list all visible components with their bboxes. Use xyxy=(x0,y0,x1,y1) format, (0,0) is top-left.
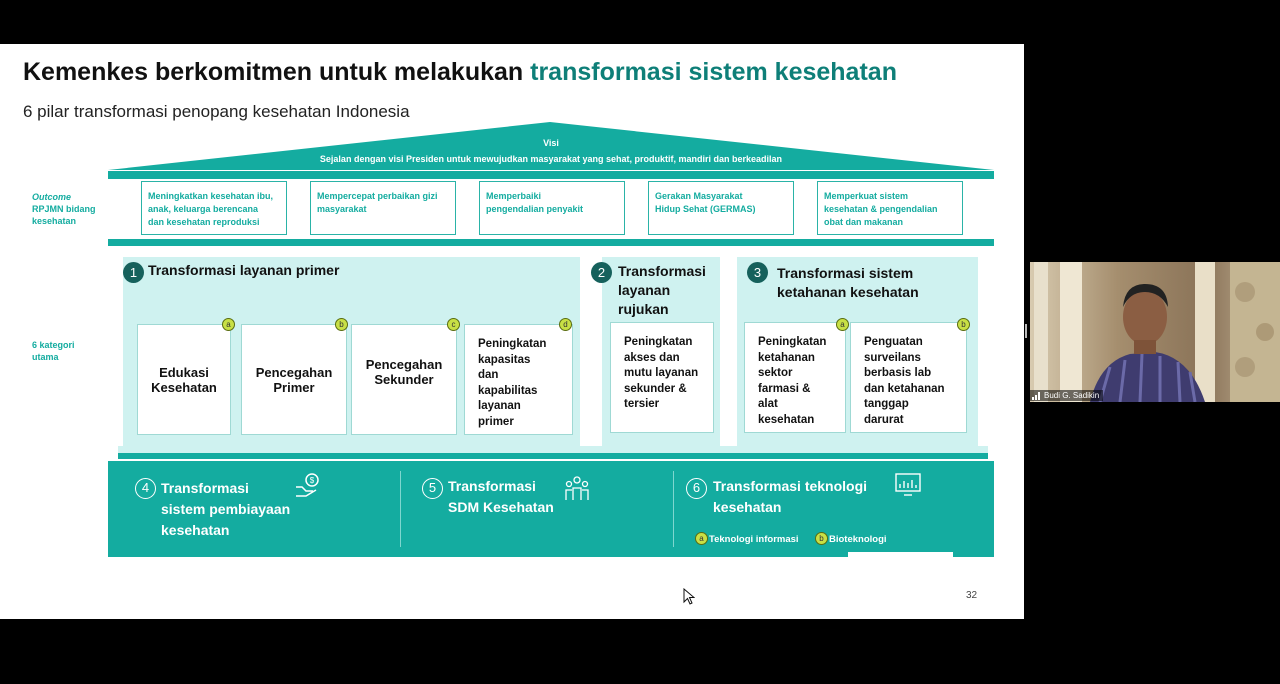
pillar-4-title-line: kesehatan xyxy=(161,522,230,538)
outcome-text: obat dan makanan xyxy=(824,217,904,227)
badge-b: b xyxy=(957,318,970,331)
badge-c: c xyxy=(447,318,460,331)
card-text: Kesehatan xyxy=(151,379,217,395)
card-text: sekunder & xyxy=(624,382,687,395)
outcome-box-5 xyxy=(817,181,963,235)
badge-b: b xyxy=(335,318,348,331)
pillar-1-card-c xyxy=(351,324,457,435)
card-text: mutu layanan xyxy=(624,367,699,379)
card-text: tersier xyxy=(624,398,660,410)
badge-a: a xyxy=(695,532,708,545)
pillar-6-title-line: Transformasi teknologi xyxy=(713,478,868,494)
outcome-box-2 xyxy=(310,181,456,235)
sub-item-bioteknologi: Bioteknologi xyxy=(829,534,887,545)
badge-d: d xyxy=(559,318,572,331)
pillar-2-title-line: Transformasi xyxy=(618,263,706,279)
divider xyxy=(400,471,401,547)
visi-text: Sejalan dengan visi Presiden untuk mewujudkan masyarakat yang sehat, produktif, mandiri dan berkeadilan xyxy=(319,154,783,164)
card-text: dan xyxy=(478,369,499,381)
panel-resize-handle[interactable] xyxy=(1025,324,1027,338)
kategori-label-line2: utama xyxy=(32,352,59,362)
card-text: layanan xyxy=(478,400,521,412)
pillar-2-card xyxy=(610,322,714,433)
outcome-text: Meningkatkan kesehatan ibu, xyxy=(148,191,274,201)
visi-label: Visi xyxy=(543,138,559,148)
outcome-text: Memperkuat sistem xyxy=(824,191,909,201)
pillar-3-card-b xyxy=(850,322,967,433)
card-text: Pencegahan xyxy=(255,364,333,380)
outcome-label-line3: kesehatan xyxy=(32,216,77,226)
kategori-label-line1: 6 kategori xyxy=(32,340,75,350)
pillar-1-card-a xyxy=(137,324,231,435)
card-text: sektor xyxy=(758,367,793,379)
card-text: surveilans xyxy=(864,351,921,364)
foundation-bar xyxy=(108,461,994,557)
card-text: alat xyxy=(758,398,778,410)
presentation-slide xyxy=(0,44,1024,619)
card-text: kapasitas xyxy=(478,353,531,366)
card-text: Peningkatan xyxy=(478,338,547,350)
outcome-label-line2: RPJMN bidang xyxy=(32,204,96,214)
participant-video-tile[interactable] xyxy=(1030,262,1280,402)
pillar-6-number: 6 xyxy=(686,478,707,499)
card-text: Edukasi xyxy=(159,364,209,380)
monitor-chart-icon xyxy=(895,473,921,497)
badge-a: a xyxy=(222,318,235,331)
outcome-side-label xyxy=(32,191,96,227)
outcome-text: Mempercepat perbaikan gizi xyxy=(317,191,438,201)
card-text: dan ketahanan xyxy=(864,382,945,395)
pillar-6-title xyxy=(713,476,867,518)
outcome-box-1 xyxy=(141,181,287,235)
pillar-5-title-line: SDM Kesehatan xyxy=(448,499,554,515)
card-text: berbasis lab xyxy=(864,367,932,379)
pillar-2-title-line: rujukan xyxy=(618,301,669,317)
pillar-3-title-line: Transformasi sistem xyxy=(777,265,914,281)
signal-bars-icon xyxy=(1032,392,1041,400)
pillar-5-title-line: Transformasi xyxy=(448,478,536,494)
roof-band xyxy=(108,171,994,179)
outcome-text: masyarakat xyxy=(317,204,367,214)
card-text: Penguatan xyxy=(864,336,923,348)
pillar-4-title-line: Transformasi xyxy=(161,480,249,496)
outcome-box-4 xyxy=(648,181,794,235)
floor-band xyxy=(118,453,988,459)
slide-title xyxy=(23,58,897,87)
title-main-text: Kemenkes berkomitmen untuk melakukan xyxy=(23,58,531,86)
pillar-6-title-line: kesehatan xyxy=(713,499,782,515)
participant-name: Budi G. Sadikin xyxy=(1044,391,1100,400)
sub-item-teknologi-informasi: Teknologi informasi xyxy=(709,534,799,545)
card-text: darurat xyxy=(864,413,904,426)
pillar-5-title xyxy=(448,476,554,518)
card-text: akses dan xyxy=(624,351,680,364)
pillar-2-number: 2 xyxy=(591,262,612,283)
card-text: farmasi & xyxy=(758,382,811,395)
people-group-icon xyxy=(564,475,590,503)
participant-video-feed xyxy=(1030,262,1280,402)
pillar-2-title-line: layanan xyxy=(618,282,671,298)
card-text: kapabilitas xyxy=(478,384,538,397)
outcome-text: Hidup Sehat (GERMAS) xyxy=(655,204,756,214)
card-text: ketahanan xyxy=(758,351,815,364)
pillar-2-title xyxy=(618,262,706,319)
kategori-side-label xyxy=(32,339,75,363)
title-accent-text: transformasi sistem kesehatan xyxy=(530,58,897,86)
mouse-cursor-icon xyxy=(683,588,695,605)
card-text: Primer xyxy=(273,379,315,395)
card-text: Sekunder xyxy=(374,371,434,387)
outcome-text: dan kesehatan reproduksi xyxy=(148,217,260,227)
outcome-box-3 xyxy=(479,181,625,235)
hand-money-icon xyxy=(294,471,322,499)
outcome-text: anak, keluarga berencana xyxy=(148,204,259,214)
outcome-text: Memperbaiki xyxy=(486,191,542,201)
card-text: primer xyxy=(478,415,514,428)
pillar-5-number: 5 xyxy=(422,478,443,499)
pillar-3-card-a xyxy=(744,322,846,433)
pillar-3-title xyxy=(777,264,919,302)
card-text: Peningkatan xyxy=(758,336,827,348)
pillar-4-number: 4 xyxy=(135,478,156,499)
outcome-text: kesehatan & pengendalian xyxy=(824,204,938,214)
badge-b: b xyxy=(815,532,828,545)
page-number: 32 xyxy=(966,590,978,601)
badge-a: a xyxy=(836,318,849,331)
outcome-band xyxy=(108,239,994,246)
pillar-3-number: 3 xyxy=(747,262,768,283)
outcome-text: pengendalian penyakit xyxy=(486,204,584,214)
svg-text:$: $ xyxy=(309,476,315,485)
pillar-4-title-line: sistem pembiayaan xyxy=(161,501,291,517)
pillar-3-title-line: ketahanan kesehatan xyxy=(777,284,919,300)
card-text: Pencegahan xyxy=(365,356,443,372)
pillar-4-title xyxy=(161,478,290,541)
card-text: kesehatan xyxy=(758,413,815,426)
pillar-1-card-b xyxy=(241,324,347,435)
card-text: Peningkatan xyxy=(624,336,693,348)
card-text: tanggap xyxy=(864,398,909,410)
participant-name-tag xyxy=(1030,390,1103,401)
divider xyxy=(673,471,674,547)
overlay-strip xyxy=(848,552,953,557)
slide-subtitle: 6 pilar transformasi penopang kesehatan Indonesia xyxy=(23,102,410,121)
pillar-1-card-d xyxy=(464,324,573,435)
pillar-1-number: 1 xyxy=(123,262,144,283)
pillar-1-title: Transformasi layanan primer xyxy=(148,262,340,278)
outcome-label-line1: Outcome xyxy=(32,192,72,202)
outcome-text: Gerakan Masyarakat xyxy=(655,191,743,201)
